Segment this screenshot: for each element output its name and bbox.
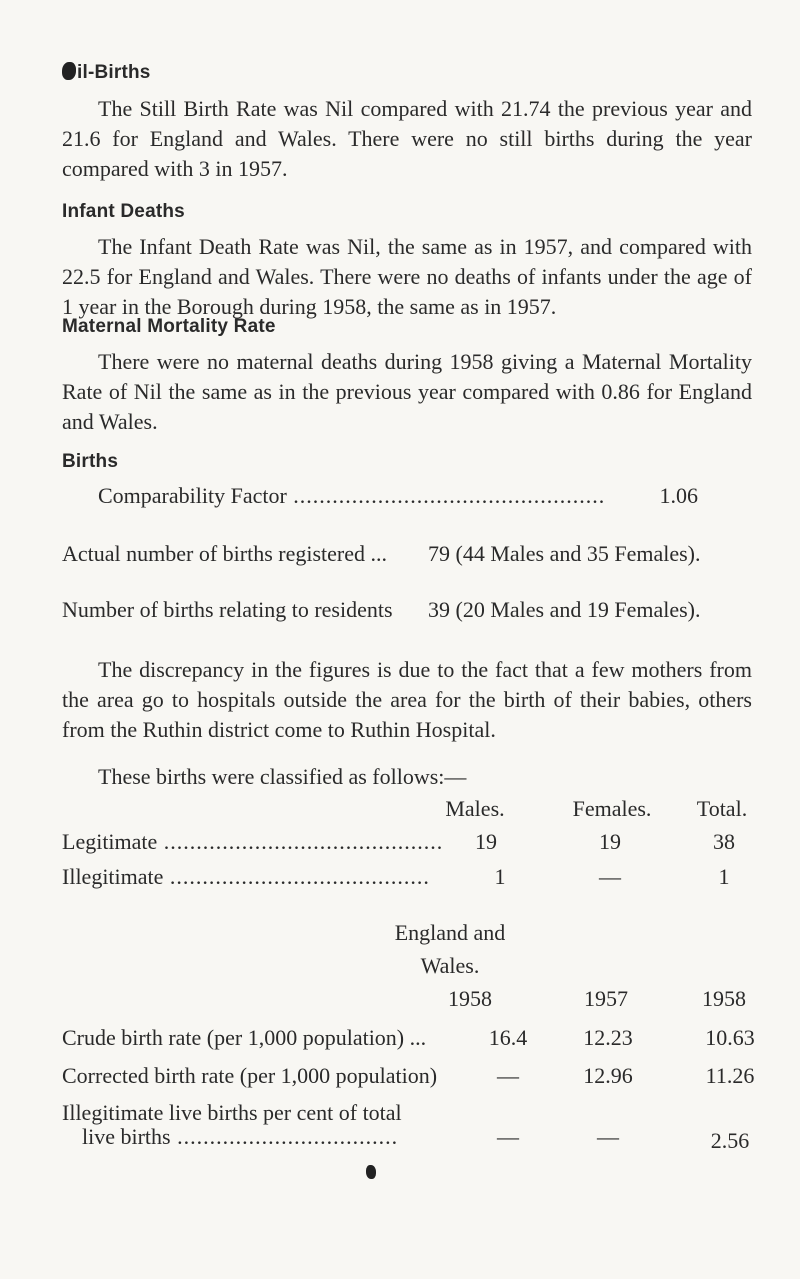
crude-rate-1957: 12.23 <box>583 1025 633 1050</box>
header-1958: 1958 <box>702 986 746 1011</box>
section-heading-still-births: il-Births <box>62 62 151 84</box>
ink-blot <box>62 62 76 80</box>
row-label-crude-birth-rate: Crude birth rate (per 1,000 population) ... <box>62 1025 427 1050</box>
discrepancy-paragraph: The discrepancy in the figures is due to the fact that a few mothers from the area go to hospitals outside the area for the birth of their babies, others from the Ruthin district come to Ruthin Hospital. <box>62 657 752 742</box>
header-1957: 1957 <box>584 986 628 1011</box>
comparability-label: Comparability Factor ................................................ <box>98 483 606 508</box>
corrected-rate-1958: 11.26 <box>705 1063 755 1088</box>
classified-intro: These births were classified as follows:— <box>98 764 467 789</box>
still-births-paragraph: The Still Birth Rate was Nil compared with 21.74 the previous year and 21.6 for England and Wales. There were no still births during the year compared with 3 in 1957. <box>62 96 752 181</box>
section-heading-infant-deaths: Infant Deaths <box>62 201 185 222</box>
column-header-total: Total. <box>696 796 748 821</box>
illegitimate-males: 1 <box>494 864 506 889</box>
illegitimate-females: — <box>599 864 621 889</box>
row-label-legitimate: Legitimate ........................................... <box>62 829 444 854</box>
row-label-illegitimate: Illegitimate ........................................ <box>62 864 430 889</box>
illegitimate-total: 1 <box>718 864 730 889</box>
illegitimate-percent-1958: 2.56 <box>710 1128 750 1153</box>
comparability-value: 1.06 <box>659 483 698 508</box>
illegitimate-percent-ew: — <box>497 1124 519 1149</box>
column-header-males: Males. <box>445 796 505 821</box>
corrected-rate-ew: — <box>497 1063 519 1088</box>
crude-rate-ew: 16.4 <box>488 1025 528 1050</box>
section-heading-maternal-mortality: Maternal Mortality Rate <box>62 316 276 337</box>
header-england-wales-line1: England and <box>394 920 506 945</box>
resident-births-value: 39 (20 Males and 19 Females). <box>428 597 701 622</box>
corrected-rate-1957: 12.96 <box>583 1063 633 1088</box>
actual-births-value: 79 (44 Males and 35 Females). <box>428 541 701 566</box>
resident-births-label: Number of births relating to residents <box>62 597 393 622</box>
ink-smudge <box>366 1165 376 1179</box>
row-label-corrected-birth-rate: Corrected birth rate (per 1,000 population) <box>62 1063 438 1088</box>
maternal-mortality-paragraph: There were no maternal deaths during 1958 giving a Maternal Mortality Rate of Nil the same as in the previous year compared with 0.86 for England and Wales. <box>62 349 752 434</box>
infant-deaths-paragraph: The Infant Death Rate was Nil, the same as in 1957, and compared with 22.5 for England and Wales. There were no deaths of infants under the age of 1 year in the Borough during 1958, the same as in 1957. <box>62 234 752 319</box>
row-label-live-births: live births .................................. <box>82 1124 399 1149</box>
column-header-females: Females. <box>572 796 652 821</box>
illegitimate-percent-1957: — <box>597 1124 619 1149</box>
actual-births-label: Actual number of births registered ... <box>62 541 388 566</box>
header-england-wales-line2: Wales. <box>420 953 480 978</box>
legitimate-females: 19 <box>599 829 621 854</box>
header-england-wales-year: 1958 <box>448 986 492 1011</box>
legitimate-males: 19 <box>475 829 497 854</box>
section-heading-births: Births <box>62 451 119 472</box>
legitimate-total: 38 <box>713 829 735 854</box>
row-label-illegitimate-percent: Illegitimate live births per cent of total <box>62 1100 402 1125</box>
crude-rate-1958: 10.63 <box>705 1025 755 1050</box>
